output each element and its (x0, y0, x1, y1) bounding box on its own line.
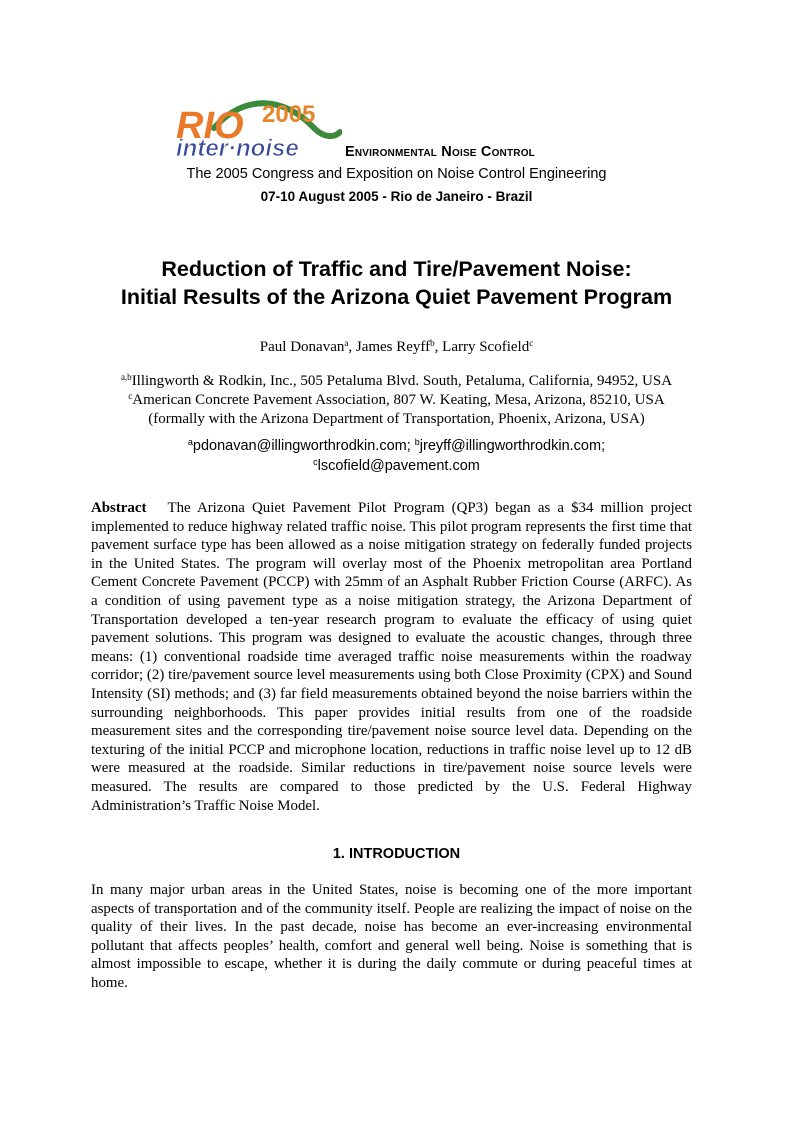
author-sep: , (348, 339, 356, 355)
email-sup: b (414, 437, 420, 447)
email-link[interactable]: pdonavan@illingworthrodkin.com; (192, 438, 415, 454)
author-sup: b (430, 338, 435, 348)
logo-rio-text: RIO (176, 105, 244, 147)
paper-title (0, 255, 793, 311)
email-sup: a (187, 437, 193, 447)
email-line (0, 456, 793, 476)
affiliation-line (0, 410, 793, 429)
affiliation-sup: c (128, 391, 133, 401)
email-sup: c (313, 457, 318, 467)
author-emails (0, 436, 793, 476)
author-name: Larry Scofield (442, 339, 530, 355)
rio-internoise-2005-logo (174, 98, 342, 158)
email-line (0, 436, 793, 456)
conference-date-location: 07-10 August 2005 - Rio de Janeiro - Brazil (260, 189, 533, 204)
abstract (91, 499, 692, 815)
author-sup: c (529, 338, 534, 348)
affiliation-line (0, 372, 793, 391)
affiliation-text: American Concrete Pavement Association, 807 W. Keating, Mesa, Arizona, 85210, USA (132, 392, 665, 408)
affiliation-text: (formally with the Arizona Department of Transportation, Phoenix, Arizona, USA) (148, 411, 645, 427)
logo-year-text: 2005 (262, 101, 316, 128)
title-line-2: Initial Results of the Arizona Quiet Pavement Program (120, 285, 673, 309)
author-name: James Reyff (355, 339, 431, 355)
abstract-label: Abstract (91, 500, 147, 516)
affiliations (0, 372, 793, 429)
affiliation-sup: a,b (120, 372, 132, 382)
title-line-1: Reduction of Traffic and Tire/Pavement Noise: (161, 257, 632, 281)
abstract-text: The Arizona Quiet Pavement Pilot Program (QP3) began as a $34 million project implemented to reduce highway related traffic noise. This pilot program represents the first time that pavement surface type has been allowed as a noise mitigation strategy on federally funded projects in the United States. The program will overlay most of the Phoenix metropolitan area Portland Cement Concrete Pavement (PCCP) with 25mm of an Asphalt Rubber Friction Course (ARFC). As a condition of using pavement type as a noise mitigation strategy, the Arizona Department of Transportation developed a ten-year research program to evaluate the efficacy of using quiet pavement solutions. This program was designed to evaluate the acoustic changes, through three means: (1) conventional roadside time averaged traffic noise measurements within the roadway corridor; (2) tire/pavement source level measurements using both Close Proximity (CPX) and Sound Intensity (SI) methods; and (3) far field measurements obtained beyond the noise barriers within the surrounding neighborhoods. This paper provides initial results from one of the roadside measurement sites and the corresponding tire/pavement noise source level data. Depending on the texturing of the initial PCCP and microphone location, reductions in traffic noise level up to 12 dB were measured at the roadside. Similar reductions in tire/pavement noise source levels were measured. The results are compared to those predicted by the U.S. Federal Highway Administration’s Traffic Noise Model. (91, 500, 693, 814)
introduction-paragraph: In many major urban areas in the United States, noise is becoming one of the more important aspects of transportation and of the community itself. People are realizing the impact of noise on the quality of their lives. In the past decade, noise has become an ever-increasing environmental pollutant that affects peoples’ health, comfort and general well being. Noise is something that is almost impossible to escape, whether it is during the daily commute or during peaceful times at home. (91, 882, 692, 991)
conference-name: Environmental Noise Control (345, 144, 535, 160)
affiliation-text: Illingworth & Rodkin, Inc., 505 Petaluma Blvd. South, Petaluma, California, 94952, USA (131, 373, 673, 389)
logo-internoise-text: inter·noise (176, 135, 299, 158)
email-link[interactable]: lscofield@pavement.com (317, 458, 480, 474)
author-sup: a (344, 338, 349, 348)
author-name: Paul Donavan (259, 339, 345, 355)
affiliation-line (0, 391, 793, 410)
author-sep: , (434, 339, 443, 355)
section-heading-introduction: 1. INTRODUCTION (332, 846, 461, 862)
conference-subtitle: The 2005 Congress and Exposition on Noise Control Engineering (186, 166, 607, 182)
email-link[interactable]: jreyff@illingworthrodkin.com; (419, 438, 606, 454)
author-list (0, 339, 793, 356)
